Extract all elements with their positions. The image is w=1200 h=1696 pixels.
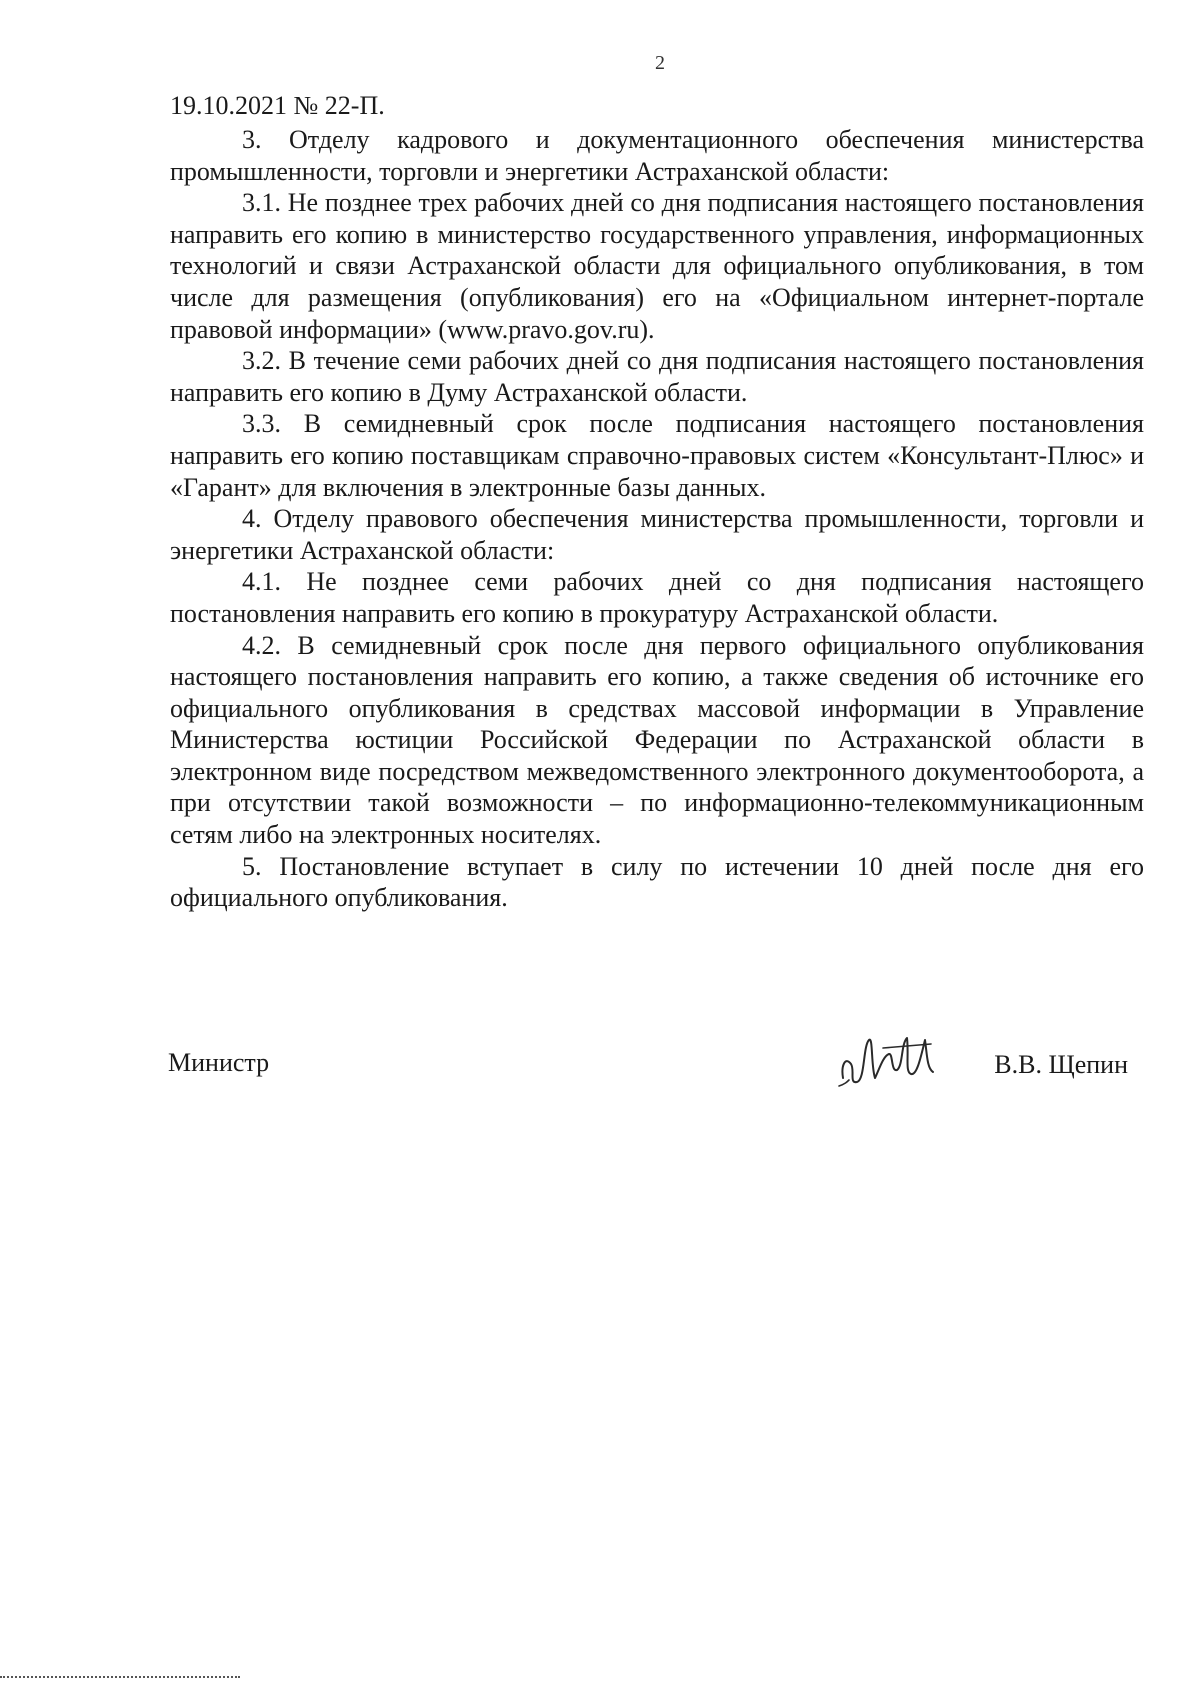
signature-block <box>168 1030 1128 1090</box>
document-date-reference: 19.10.2021 № 22-П. <box>170 91 385 120</box>
paragraph-3-2: 3.2. В течение семи рабочих дней со дня подписания настоящего постановления направить его копию в Думу Астраханской области. <box>170 346 1144 407</box>
paragraph-3: 3. Отделу кадрового и документационного обеспечения министерства промышленности, торговли и энергетики Астраханской области: <box>170 125 1144 186</box>
paragraph-4: 4. Отделу правового обеспечения министерства промышленности, торговли и энергетики Астраханской области: <box>170 504 1144 565</box>
document-body <box>170 124 1144 914</box>
scan-edge-line <box>0 1676 240 1678</box>
paragraph-5: 5. Постановление вступает в силу по истечении 10 дней после дня его официального опубликования. <box>170 851 1144 913</box>
paragraph-4-1: 4.1. Не позднее семи рабочих дней со дня подписания настоящего постановления направить его копию в прокуратуру Астраханской области. <box>170 567 1144 628</box>
signatory-title: Министр <box>168 1048 270 1077</box>
paragraph-4-2: 4.2. В семидневный срок после дня первого официального опубликования настоящего постановления направить его копию, а также сведения об источнике его официального опубликования в средствах массовой информации в Управление Министерства юстиции Российской Федерации по Астраханской области в электронном виде посредством межведомственного электронного документооборота, а при отсутствии такой возможности – по информационно-телекоммуникационным сетям либо на электронных носителях. <box>170 630 1144 850</box>
page-number: 2 <box>655 52 665 74</box>
paragraph-3-1: 3.1. Не позднее трех рабочих дней со дня подписания настоящего постановления направить его копию в министерство государственного управления, информационных технологий и связи Астраханской области для официального опубликования, в том числе для размещения (опубликования) его на «Официальном интернет-портале правовой информации» (www.pravo.gov.ru). <box>170 188 1144 344</box>
handwritten-signature-icon <box>835 1026 945 1096</box>
signatory-name: В.В. Щепин <box>994 1050 1128 1079</box>
paragraph-3-3: 3.3. В семидневный срок после подписания настоящего постановления направить его копию поставщикам справочно-правовых систем «Консультант-Плюс» и «Гарант» для включения в электронные базы данных. <box>170 409 1144 502</box>
